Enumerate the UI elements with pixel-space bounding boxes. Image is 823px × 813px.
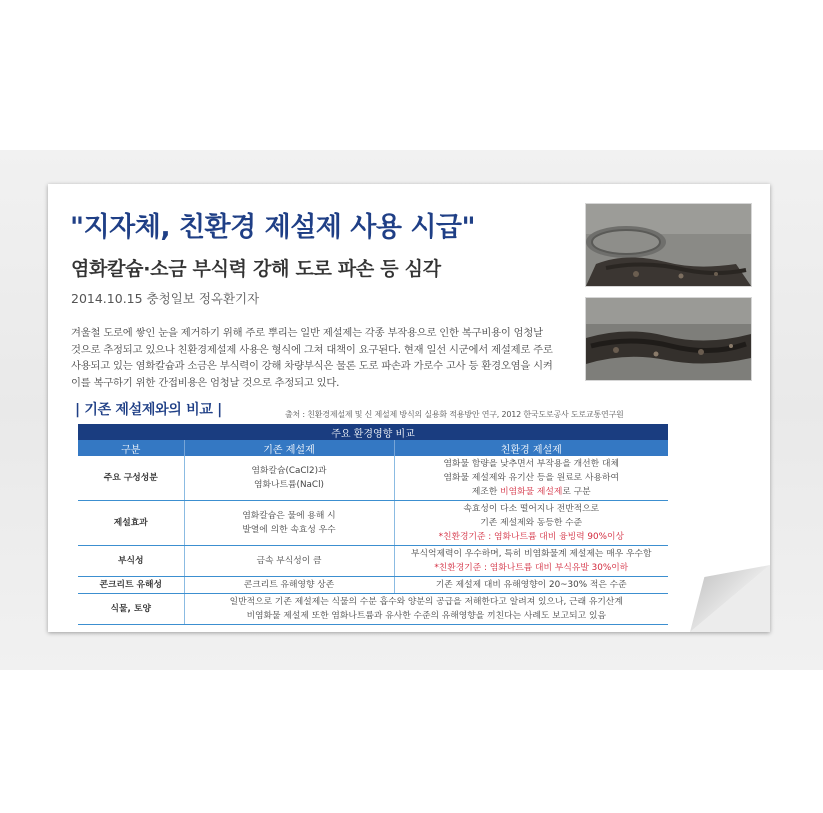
body-line: 것으로 추정되고 있으나 친환경제설제 사용은 형식에 그쳐 대책이 요구된다. 현재 일선 시군에서 제설제로 주로 (71, 343, 553, 356)
table-title: 주요 환경영향 비교 (78, 424, 668, 440)
cell-line: 부식억제력이 우수하며, 특히 비염화물계 제설제는 매우 우수함 (410, 549, 652, 559)
eco-cell (394, 501, 668, 546)
eco-standard-note: *친환경기준 : 염화나트륨 대비 부식유발 30%이하 (434, 563, 629, 573)
cell-line: 비염화물 제설제 또한 염화나트륨과 유사한 수준의 유해영향을 끼친다는 사례도 보고되고 있음 (246, 611, 606, 621)
eco-cell (394, 456, 668, 501)
body-line: 겨울철 도로에 쌓인 눈을 제거하기 위해 주로 뿌리는 일반 제설제는 각종 부작용으로 인한 복구비용이 엄청날 (71, 327, 543, 339)
merged-cell (184, 594, 668, 625)
cell-text: 로 구분 (562, 487, 591, 497)
article-body (71, 325, 571, 391)
table-title-row (78, 424, 668, 440)
highlight-text: 비염화물 제설제 (500, 487, 563, 497)
section-title: | 기존 제설제와의 비교 | (75, 402, 222, 418)
headline: "지자체, 친환경 제설제 사용 시급" (70, 212, 476, 243)
existing-cell (184, 577, 394, 594)
cell-line: 발열에 의한 속효성 우수 (242, 525, 336, 535)
eco-cell (394, 577, 668, 594)
existing-cell (184, 501, 394, 546)
table-row (78, 546, 668, 577)
cell-line: 염화물 함량을 낮추면서 부작용을 개선한 대체 (443, 459, 619, 469)
table-row (78, 456, 668, 501)
cell-line: 염화물 제설제와 유기산 등을 원료로 사용하여 (443, 473, 619, 483)
cell-line: 기존 제설제와 동등한 수준 (480, 518, 583, 528)
existing-cell (184, 546, 394, 577)
cell-line: 금속 부식성이 큼 (256, 556, 322, 566)
cell-line: 일반적으로 기존 제설제는 식물의 수분 흡수와 양분의 공급을 저해한다고 알려져 있으나, 근래 유기산계 (229, 597, 623, 607)
cell-text: 제조한 (471, 487, 501, 497)
comparison-table (78, 424, 668, 625)
table-header-row (78, 440, 668, 456)
cell-line: 염화나트륨(NaCl) (254, 480, 324, 490)
table-row (78, 577, 668, 594)
existing-cell (184, 456, 394, 501)
road-damage-photo (586, 298, 751, 380)
body-line: 이를 복구하기 위한 간접비용은 엄청날 것으로 추정되고 있다. (71, 376, 340, 389)
cell-line: 콘크리트 유해영향 상존 (243, 580, 335, 590)
row-label: 식물, 토양 (78, 594, 184, 625)
cell-line: 염화칼슘은 물에 용해 시 (242, 511, 336, 521)
row-label: 콘크리트 유해성 (78, 577, 184, 594)
cell-line: 염화칼슘(CaCl2)과 (251, 466, 327, 476)
subheadline: 염화칼슘·소금 부식력 강해 도로 파손 등 심각 (71, 258, 441, 280)
source-citation: 출처 : 친환경제설제 및 신 제설제 방식의 실용화 적용방안 연구, 2012 한국도로공사 도로교통연구원 (285, 410, 624, 419)
byline: 2014.10.15 충청일보 정옥환기자 (71, 291, 260, 306)
table-row (78, 501, 668, 546)
pothole-manhole-photo (586, 204, 751, 286)
row-label: 제설효과 (78, 501, 184, 546)
body-line: 사용되고 있는 염화칼슘과 소금은 부식력이 강해 차량부식은 물론 도로 파손과 가로수 고사 등 환경오염을 시켜 (71, 360, 553, 373)
table-row (78, 594, 668, 625)
cell-line: 기존 제설제 대비 유해영향이 20~30% 적은 수준 (435, 580, 627, 590)
column-header: 기존 제설제 (184, 440, 394, 456)
page-curl (690, 565, 770, 632)
column-header: 친환경 제설제 (394, 440, 668, 456)
eco-cell (394, 546, 668, 577)
row-label: 주요 구성성분 (78, 456, 184, 501)
eco-standard-note: *친환경기준 : 염화나트륨 대비 융빙력 90%이상 (438, 532, 624, 542)
row-label: 부식성 (78, 546, 184, 577)
cell-line: 속효성이 다소 떨어지나 전반적으로 (463, 504, 600, 514)
column-header: 구분 (78, 440, 184, 456)
